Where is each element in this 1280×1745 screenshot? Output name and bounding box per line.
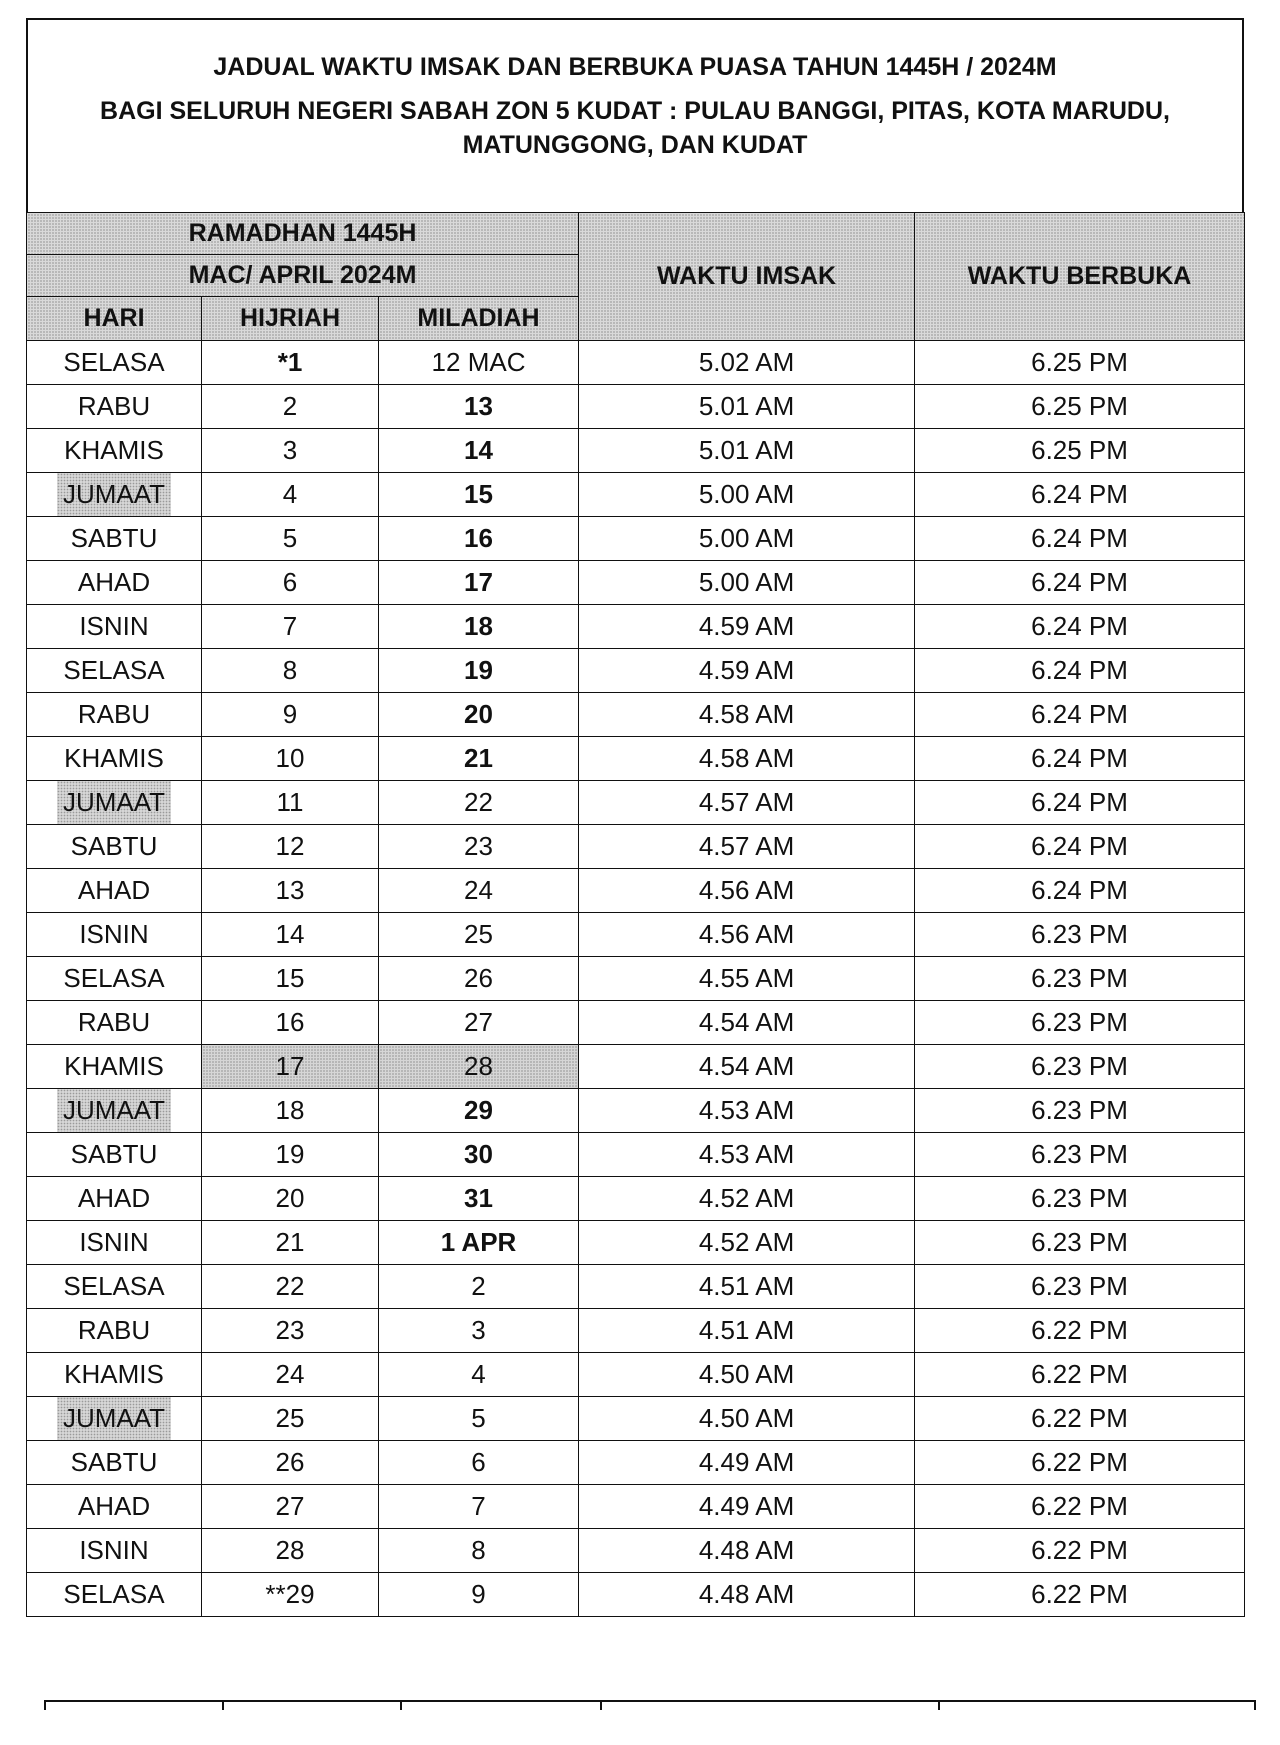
cell-hijriah: 18 [202,1089,379,1133]
table-row [27,473,1245,517]
day-name: ISNIN [79,611,149,641]
table-row [27,913,1245,957]
cell-imsak: 5.01 AM [579,429,915,473]
cell-hijriah: 2 [202,385,379,429]
day-name: RABU [77,1315,151,1345]
title-box [26,18,1244,212]
cell-berbuka: 6.25 PM [915,341,1245,385]
cell-hijriah: 14 [202,913,379,957]
prayer-times-table [26,212,1245,1617]
cell-imsak: 4.51 AM [579,1265,915,1309]
day-name: AHAD [77,1183,151,1213]
cell-hari [27,1001,202,1045]
day-name: JUMAAT [57,1397,171,1440]
footer-rule [44,1700,1256,1712]
day-name: SELASA [63,347,165,377]
day-name: SABTU [70,831,158,861]
cell-miladiah: 16 [379,517,579,561]
cell-hari [27,1529,202,1573]
cell-imsak: 4.59 AM [579,649,915,693]
cell-berbuka: 6.24 PM [915,473,1245,517]
cell-imsak: 4.48 AM [579,1573,915,1617]
cell-imsak: 4.48 AM [579,1529,915,1573]
cell-hari [27,957,202,1001]
day-name: KHAMIS [64,435,164,465]
cell-hari [27,1309,202,1353]
header-waktu-berbuka: WAKTU BERBUKA [915,213,1245,341]
cell-miladiah: 8 [379,1529,579,1573]
table-row [27,781,1245,825]
cell-miladiah: 25 [379,913,579,957]
cell-hari [27,781,202,825]
title-line-1: JADUAL WAKTU IMSAK DAN BERBUKA PUASA TAHUN 1445H / 2024M [213,53,1057,81]
cell-berbuka: 6.22 PM [915,1441,1245,1485]
day-name: RABU [77,1007,151,1037]
cell-hari [27,561,202,605]
cell-imsak: 4.56 AM [579,869,915,913]
day-name: KHAMIS [64,1051,164,1081]
cell-miladiah: 28 [379,1045,579,1089]
cell-miladiah: 5 [379,1397,579,1441]
cell-imsak: 4.57 AM [579,781,915,825]
cell-hari [27,869,202,913]
cell-miladiah: 29 [379,1089,579,1133]
table-row [27,517,1245,561]
cell-imsak: 4.52 AM [579,1177,915,1221]
cell-hijriah: 22 [202,1265,379,1309]
table-row [27,1221,1245,1265]
cell-miladiah: 2 [379,1265,579,1309]
cell-miladiah: 22 [379,781,579,825]
cell-imsak: 5.00 AM [579,517,915,561]
cell-miladiah: 9 [379,1573,579,1617]
cell-hari [27,737,202,781]
cell-hari [27,1045,202,1089]
day-name: JUMAAT [57,1089,171,1132]
cell-berbuka: 6.23 PM [915,1177,1245,1221]
cell-hari [27,1221,202,1265]
day-name: KHAMIS [64,1359,164,1389]
cell-berbuka: 6.24 PM [915,605,1245,649]
header-month: MAC/ APRIL 2024M [27,255,579,297]
table-row [27,429,1245,473]
table-row [27,1397,1245,1441]
day-name: SELASA [63,1579,165,1609]
cell-hijriah: 8 [202,649,379,693]
cell-hijriah: 27 [202,1485,379,1529]
cell-hari [27,1177,202,1221]
day-name: SELASA [63,1271,165,1301]
cell-imsak: 4.52 AM [579,1221,915,1265]
cell-berbuka: 6.23 PM [915,1001,1245,1045]
cell-imsak: 4.55 AM [579,957,915,1001]
title-line-3: MATUNGGONG, DAN KUDAT [462,131,808,159]
footer-tick [44,1700,46,1710]
cell-miladiah: 18 [379,605,579,649]
table-row [27,1441,1245,1485]
cell-berbuka: 6.23 PM [915,1133,1245,1177]
day-name: RABU [77,699,151,729]
cell-berbuka: 6.22 PM [915,1309,1245,1353]
table-row [27,649,1245,693]
cell-berbuka: 6.23 PM [915,1045,1245,1089]
cell-miladiah: 12 MAC [379,341,579,385]
cell-miladiah: 19 [379,649,579,693]
footer-tick [600,1700,602,1710]
cell-hari [27,1353,202,1397]
header-ramadhan: RAMADHAN 1445H [27,213,579,255]
cell-imsak: 4.54 AM [579,1045,915,1089]
cell-imsak: 4.50 AM [579,1353,915,1397]
table-row [27,1001,1245,1045]
table-row [27,1089,1245,1133]
cell-miladiah: 26 [379,957,579,1001]
cell-imsak: 4.49 AM [579,1441,915,1485]
cell-miladiah: 14 [379,429,579,473]
footer-tick [938,1700,940,1710]
cell-hijriah: 19 [202,1133,379,1177]
table-row [27,341,1245,385]
cell-miladiah: 30 [379,1133,579,1177]
table-row [27,737,1245,781]
header-miladiah: MILADIAH [379,297,579,341]
cell-miladiah: 23 [379,825,579,869]
cell-imsak: 4.56 AM [579,913,915,957]
table-row [27,1133,1245,1177]
day-name: AHAD [77,875,151,905]
cell-hijriah: 15 [202,957,379,1001]
day-name: AHAD [77,567,151,597]
day-name: KHAMIS [64,743,164,773]
cell-hijriah: 5 [202,517,379,561]
cell-berbuka: 6.22 PM [915,1573,1245,1617]
cell-hijriah: 3 [202,429,379,473]
cell-berbuka: 6.24 PM [915,825,1245,869]
day-name: AHAD [77,1491,151,1521]
cell-berbuka: 6.23 PM [915,913,1245,957]
cell-imsak: 4.50 AM [579,1397,915,1441]
cell-hijriah: 13 [202,869,379,913]
cell-berbuka: 6.22 PM [915,1353,1245,1397]
cell-hari [27,1133,202,1177]
cell-imsak: 4.53 AM [579,1133,915,1177]
cell-imsak: 4.53 AM [579,1089,915,1133]
table-row [27,1573,1245,1617]
header-hari: HARI [27,297,202,341]
cell-hijriah: *1 [202,341,379,385]
cell-hijriah: **29 [202,1573,379,1617]
cell-hari [27,1265,202,1309]
cell-imsak: 4.58 AM [579,693,915,737]
cell-berbuka: 6.24 PM [915,561,1245,605]
cell-berbuka: 6.25 PM [915,429,1245,473]
day-name: SELASA [63,963,165,993]
cell-hijriah: 21 [202,1221,379,1265]
cell-miladiah: 24 [379,869,579,913]
day-name: SABTU [70,523,158,553]
cell-hijriah: 16 [202,1001,379,1045]
cell-imsak: 4.51 AM [579,1309,915,1353]
cell-hari [27,1441,202,1485]
table-row [27,869,1245,913]
cell-hari [27,1089,202,1133]
cell-miladiah: 15 [379,473,579,517]
table-row [27,1485,1245,1529]
cell-hari [27,693,202,737]
cell-hari [27,1573,202,1617]
table-row [27,957,1245,1001]
cell-berbuka: 6.23 PM [915,1221,1245,1265]
footer-tick [1254,1700,1256,1710]
timetable-document [26,18,1244,1617]
cell-miladiah: 27 [379,1001,579,1045]
footer-tick [222,1700,224,1710]
cell-imsak: 4.58 AM [579,737,915,781]
day-name: ISNIN [79,1227,149,1257]
cell-miladiah: 21 [379,737,579,781]
cell-hari [27,1397,202,1441]
table-row [27,1529,1245,1573]
table-row [27,1309,1245,1353]
cell-miladiah: 6 [379,1441,579,1485]
cell-hari [27,913,202,957]
cell-hari [27,517,202,561]
day-name: JUMAAT [57,781,171,824]
cell-imsak: 5.00 AM [579,473,915,517]
cell-hijriah: 17 [202,1045,379,1089]
cell-berbuka: 6.22 PM [915,1529,1245,1573]
table-row [27,1177,1245,1221]
cell-imsak: 5.02 AM [579,341,915,385]
table-row [27,605,1245,649]
cell-hijriah: 20 [202,1177,379,1221]
cell-hari [27,605,202,649]
cell-berbuka: 6.25 PM [915,385,1245,429]
cell-hijriah: 6 [202,561,379,605]
table-row [27,1353,1245,1397]
day-name: SABTU [70,1139,158,1169]
header-waktu-imsak: WAKTU IMSAK [579,213,915,341]
cell-miladiah: 13 [379,385,579,429]
cell-hijriah: 9 [202,693,379,737]
cell-miladiah: 17 [379,561,579,605]
cell-berbuka: 6.24 PM [915,693,1245,737]
cell-berbuka: 6.22 PM [915,1485,1245,1529]
table-row [27,385,1245,429]
cell-hijriah: 12 [202,825,379,869]
title-line-2: BAGI SELURUH NEGERI SABAH ZON 5 KUDAT : PULAU BANGGI, PITAS, KOTA MARUDU, [100,97,1170,125]
day-name: RABU [77,391,151,421]
cell-hari [27,429,202,473]
cell-imsak: 4.59 AM [579,605,915,649]
table-row [27,561,1245,605]
table-row [27,825,1245,869]
cell-hijriah: 11 [202,781,379,825]
day-name: SABTU [70,1447,158,1477]
cell-miladiah: 4 [379,1353,579,1397]
table-row [27,1265,1245,1309]
day-name: JUMAAT [57,473,171,516]
table-row [27,1045,1245,1089]
cell-imsak: 5.00 AM [579,561,915,605]
cell-imsak: 5.01 AM [579,385,915,429]
cell-berbuka: 6.22 PM [915,1397,1245,1441]
footer-tick [400,1700,402,1710]
cell-berbuka: 6.24 PM [915,517,1245,561]
cell-miladiah: 1 APR [379,1221,579,1265]
day-name: ISNIN [79,1535,149,1565]
cell-berbuka: 6.23 PM [915,1089,1245,1133]
cell-berbuka: 6.24 PM [915,781,1245,825]
cell-berbuka: 6.24 PM [915,737,1245,781]
cell-hijriah: 28 [202,1529,379,1573]
cell-miladiah: 7 [379,1485,579,1529]
cell-miladiah: 20 [379,693,579,737]
cell-berbuka: 6.23 PM [915,957,1245,1001]
cell-hijriah: 23 [202,1309,379,1353]
cell-berbuka: 6.24 PM [915,869,1245,913]
cell-imsak: 4.54 AM [579,1001,915,1045]
cell-miladiah: 3 [379,1309,579,1353]
cell-hijriah: 10 [202,737,379,781]
cell-miladiah: 31 [379,1177,579,1221]
cell-hijriah: 25 [202,1397,379,1441]
cell-hijriah: 24 [202,1353,379,1397]
cell-imsak: 4.49 AM [579,1485,915,1529]
cell-hari [27,825,202,869]
table-body [27,341,1245,1617]
cell-hari [27,1485,202,1529]
cell-hijriah: 7 [202,605,379,649]
cell-hijriah: 4 [202,473,379,517]
cell-berbuka: 6.24 PM [915,649,1245,693]
cell-hari [27,385,202,429]
header-hijriah: HIJRIAH [202,297,379,341]
day-name: ISNIN [79,919,149,949]
cell-berbuka: 6.23 PM [915,1265,1245,1309]
table-row [27,693,1245,737]
day-name: SELASA [63,655,165,685]
cell-hijriah: 26 [202,1441,379,1485]
cell-hari [27,341,202,385]
cell-hari [27,649,202,693]
cell-hari [27,473,202,517]
cell-imsak: 4.57 AM [579,825,915,869]
